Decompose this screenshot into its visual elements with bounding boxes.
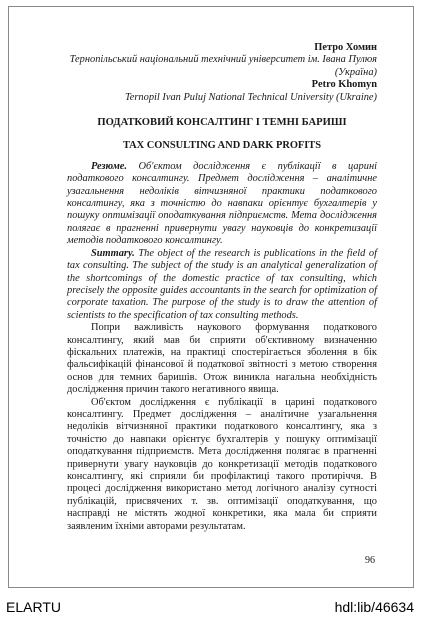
- abstract-uk-text: Об'єктом дослідження є публікації в царині податкового консалтингу. Предмет дослідження – аналітичне узагальнення недоліків вітчизняної практики податкового консалтингу, яка з точністю до навпаки орієнтує бухгалтерів у пошуку оптимізації оподаткування підприємств. Мета дослідження полягає в прагненні привернути увагу науковців до конкретизації методів податкового консалтингу.: [67, 160, 377, 247]
- paper-title-en: TAX CONSULTING AND DARK PROFITS: [122, 140, 322, 152]
- abstract-uk: [67, 161, 377, 248]
- abstract-uk-label: Резюме.: [91, 160, 128, 172]
- abstract-en: [67, 248, 377, 322]
- paper-title-uk: ПОДАТКОВИЙ КОНСАЛТИНГ І ТЕМНІ БАРИШІ: [97, 117, 347, 129]
- handle-identifier: hdl:lib/46634: [334, 599, 414, 615]
- abstract-en-text: The object of the research is publications in the field of tax consulting. The subject of the study is an analytical generalization of the shortcomings of the domestic practice of tax consulting, which precisely the opposite guides accountants in the search for optimization of corporate taxation. The purpose of the study is to draw the attention of scientists to the specification of tax consulting methods.: [67, 247, 377, 321]
- affiliation-en: Ternopil Ivan Puluj National Technical University (Ukraine): [124, 91, 377, 103]
- repository-label: ELARTU: [6, 599, 61, 615]
- body-paragraph: Об'єктом дослідження є публікації в царині податкового консалтингу. Предмет дослідження – аналітичне узагальнення недоліків вітчизняної практики податкового консалтингу, яка з точністю до навпаки орієнтує бухгалтерів у пошуку оптимізації оподаткування підприємств. Мета дослідження полягає в прагненні привернути увагу науковців до конкретизації методів податкового консалтингу, які сприяли би профілактиці такого протиріччя. В процесі дослідження використано метод логічного аналізу сутності публікацій, присвячених т. зв. оптимізації оподаткування, що насправді не містять жодної конкретики, яка мала би сприяти заявленим їхніми авторами результатам.: [67, 396, 377, 532]
- affiliation-uk: Тернопільський національний технічний університет ім. Івана Пулюя (Україна): [69, 54, 377, 78]
- footer-bar: [0, 590, 422, 620]
- author-name-en: Petro Khomyn: [311, 79, 377, 91]
- author-name-uk: Петро Хомин: [314, 42, 377, 53]
- page-number: 96: [365, 555, 375, 566]
- document-page: [8, 6, 414, 588]
- abstract-en-label: Summary.: [91, 247, 135, 259]
- body-paragraph: Попри важливість наукового формування податкового консалтингу, який мав би сприяти об'єктивному визначенню фіскальних платежів, на практиці спостерігається зболення в бік фальсифікацій фінансової й податкової звітності з метою створення основ для темних баришів. Отож виникла нагальна необхідність дослідження причин такого негативного явища.: [67, 322, 377, 396]
- page-content: [67, 42, 377, 533]
